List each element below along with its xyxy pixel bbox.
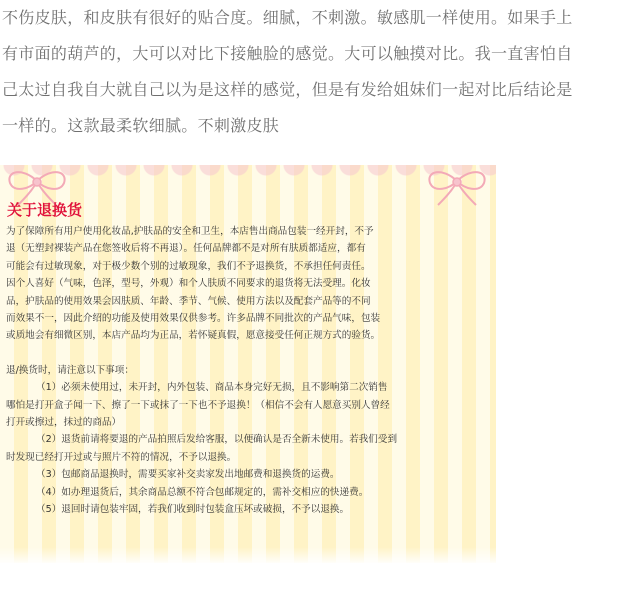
notice-item-5: （5）退回时请包装牢固，若我们收到时包装盒压坏或破损，不予以退换。 xyxy=(36,504,350,516)
policy-line: 因个人喜好（气味，色泽，型号，外观）和个人肤质不同要求的退货将无法受理。化妆 xyxy=(6,278,371,290)
bow-icon-right xyxy=(422,167,492,207)
policy-title: 关于退换货 xyxy=(7,201,83,219)
notice-item-4: （4）如办理退货后，其余商品总额不符合包邮规定的，需补交相应的快递费。 xyxy=(36,486,369,498)
policy-line: 退（无塑封裸装产品在您签收后将不再退）。任何品牌都不是对所有肤质都适应，都有 xyxy=(6,243,366,255)
policy-line: 而效果不一，因此介绍的功能及使用效果仅供参考。许多品牌不同批次的产品气味，包装 xyxy=(6,313,381,325)
policy-body xyxy=(6,223,476,519)
intro-line: 一样的。这款最柔软细腻。不刺激皮肤 xyxy=(2,116,280,135)
policy-line: 或质地会有细微区别，本店产品均为正品，若怀疑真假，愿意接受任何正规方式的验货。 xyxy=(6,330,381,342)
card-fade xyxy=(0,547,496,563)
intro-line: 有市面的葫芦的，大可以对比下接触脸的感觉。大可以触摸对比。我一直害怕自 xyxy=(2,44,573,63)
policy-line: 为了保障所有用户使用化妆品,护肤品的安全和卫生，本店售出商品包装一经开封，不予 xyxy=(6,226,374,237)
policy-line: 可能会有过敏现象，对于极少数个别的过敏现象，我们不予退换货，不承担任何责任。 xyxy=(6,260,371,272)
intro-line: 不伤皮肤，和皮肤有很好的贴合度。细腻，不刺激。敏感肌一样使用。如果手上 xyxy=(2,8,573,27)
notice-item-1-cont: 打开或擦过，抹过的商品） xyxy=(6,417,122,429)
notice-item-1: （1）必须未使用过，未开封，内外包装、商品本身完好无损，且不影响第二次销售 xyxy=(36,382,388,394)
intro-text xyxy=(2,0,618,144)
return-policy-card xyxy=(0,165,496,563)
intro-line: 己太过自我自大就自己以为是这样的感觉，但是有发给姐妹们一起对比后结论是 xyxy=(2,80,573,99)
notice-heading: 退/换货时，请注意以下事项： xyxy=(6,364,134,376)
spacer xyxy=(6,345,476,362)
notice-item-1-cont: 哪怕是打开盒子闻一下、擦了一下或抹了一下也不予退换！（相信不会有人愿意买别人曾经 xyxy=(6,399,390,411)
notice-item-3: （3）包邮商品退换时，需要买家补交卖家发出地邮费和退换货的运费。 xyxy=(36,469,340,481)
notice-item-2-cont: 时发现已经打开过或与照片不符的情况，不予以退换。 xyxy=(6,451,237,463)
policy-line: 品，护肤品的使用效果会因肤质、年龄、季节、气候、使用方法以及配套产品等的不同 xyxy=(6,295,371,307)
notice-item-2: （2）退货前请将要退的产品拍照后发给客服，以便确认是否全新未使用。若我们受到 xyxy=(36,434,398,446)
